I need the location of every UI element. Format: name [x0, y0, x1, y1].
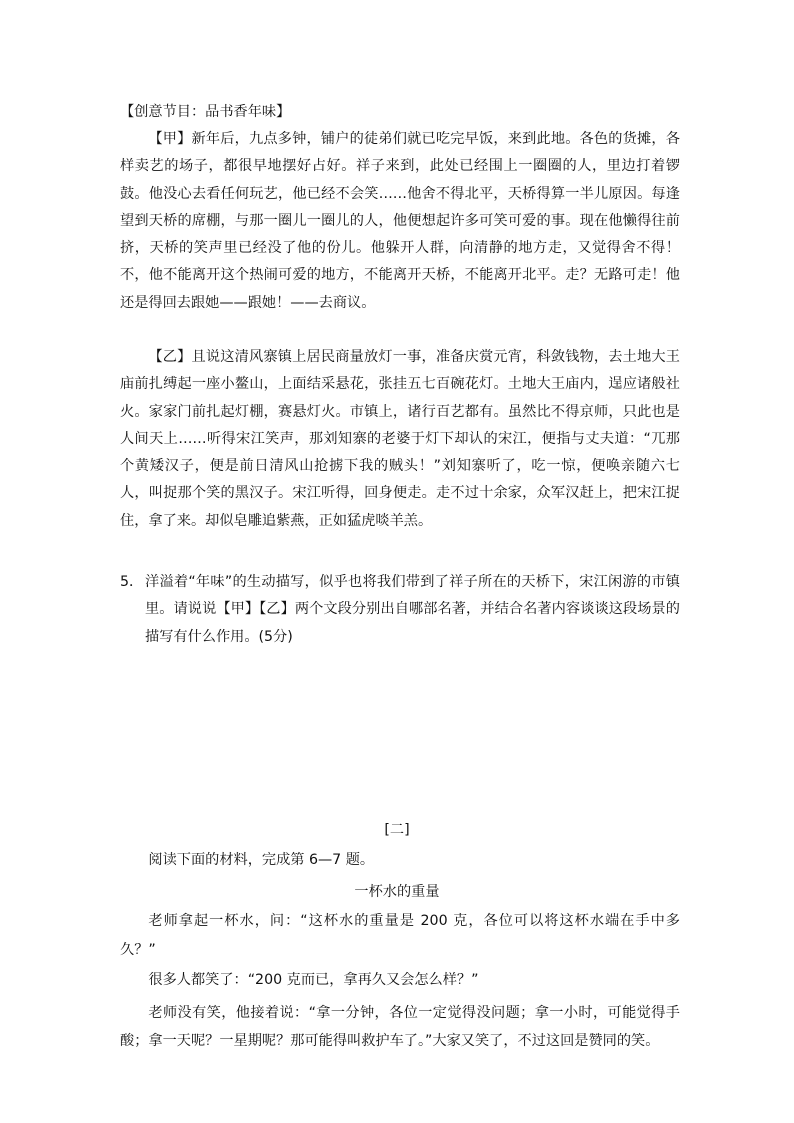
material-paragraph-2: 很多人都笑了：“200 克而已，拿再久又会怎么样？” [148, 972, 479, 988]
passage-yi [120, 344, 680, 535]
question-5 [120, 569, 680, 651]
passage-yi-tag: 【乙】 [148, 349, 192, 365]
material-paragraph-3: 老师没有笑，他接着说：“拿一分钟，各位一定觉得没问题；拿一小时，可能觉得手酸；拿一天呢？一星期呢？那可能得叫救护车了。”大家又笑了，不过这回是赞同的笑。 [120, 1004, 680, 1049]
section-header: 【创意节目：品书香年味】 [120, 104, 291, 120]
question-number: 5． [120, 574, 144, 590]
passage-yi-paragraph [120, 344, 680, 535]
passage-yi-text: 且说这清风寨镇上居民商量放灯一事，准备庆赏元宵，科敛钱物，去土地大王庙前扎缚起一座小鳌山，上面结采悬花，张挂五七百碗花灯。土地大王庙内，逞应诸般社火。家家门前扎起灯棚，赛悬灯火。市镇上，诸行百艺都有。虽然比不得京师，只此也是人间天上……听得宋江笑声，那刘知寨的老婆于灯下却认的宋江，便指与丈夫道：“兀那个黄矮汉子，便是前日清风山抢掳下我的贼头！”刘知寨听了，吃一惊，便唤亲随六七人，叫捉那个笑的黑汉子。宋江听得，回身便走。走不过十余家，众军汉赶上，把宋江捉住，拿了来。却似皂雕追紫燕，正如猛虎啖羊羔。 [120, 349, 680, 529]
passage-jia-paragraph [120, 126, 680, 317]
passage-jia [120, 126, 680, 317]
section-two-instruction: 阅读下面的材料，完成第 6—7 题。 [148, 852, 375, 868]
passage-jia-text: 新年后，九点多钟，铺户的徒弟们就已吃完早饭，来到此地。各色的货摊，各样卖艺的场子，都很早地摆好占好。祥子来到，此处已经围上一圈圈的人，里边打着锣鼓。他没心去看任何玩艺，他已经不会笑……他舍不得北平，天桥得算一半儿原因。每逢望到天桥的席棚，与那一圈儿一圈儿的人，他便想起许多可笑可爱的事。现在他懒得往前挤，天桥的笑声里已经没了他的份儿。他躲开人群，向清静的地方走，又觉得舍不得！不，他不能离开这个热闹可爱的地方，不能离开天桥，不能离开北平。走？无路可走！他还是得回去跟她——跟她！——去商议。 [120, 131, 680, 311]
section-two-instruction-wrap [120, 846, 680, 875]
material-paragraph-1: 老师拿起一杯水，问：“这杯水的重量是 200 克，各位可以将这杯水端在手中多久？” [120, 913, 680, 958]
question-text: 洋溢着“年味”的生动描写，似乎也将我们带到了祥子所在的天桥下，宋江闲游的市镇里。请说说【甲】【乙】两个文段分别出自哪部名著，并结合名著内容谈谈这段场景的描写有什么作用。(5分) [145, 574, 680, 645]
section-two-label: [二] [384, 822, 410, 838]
material-body [120, 907, 680, 1056]
passage-jia-tag: 【甲】 [148, 131, 192, 147]
material-title: 一杯水的重量 [354, 884, 440, 900]
